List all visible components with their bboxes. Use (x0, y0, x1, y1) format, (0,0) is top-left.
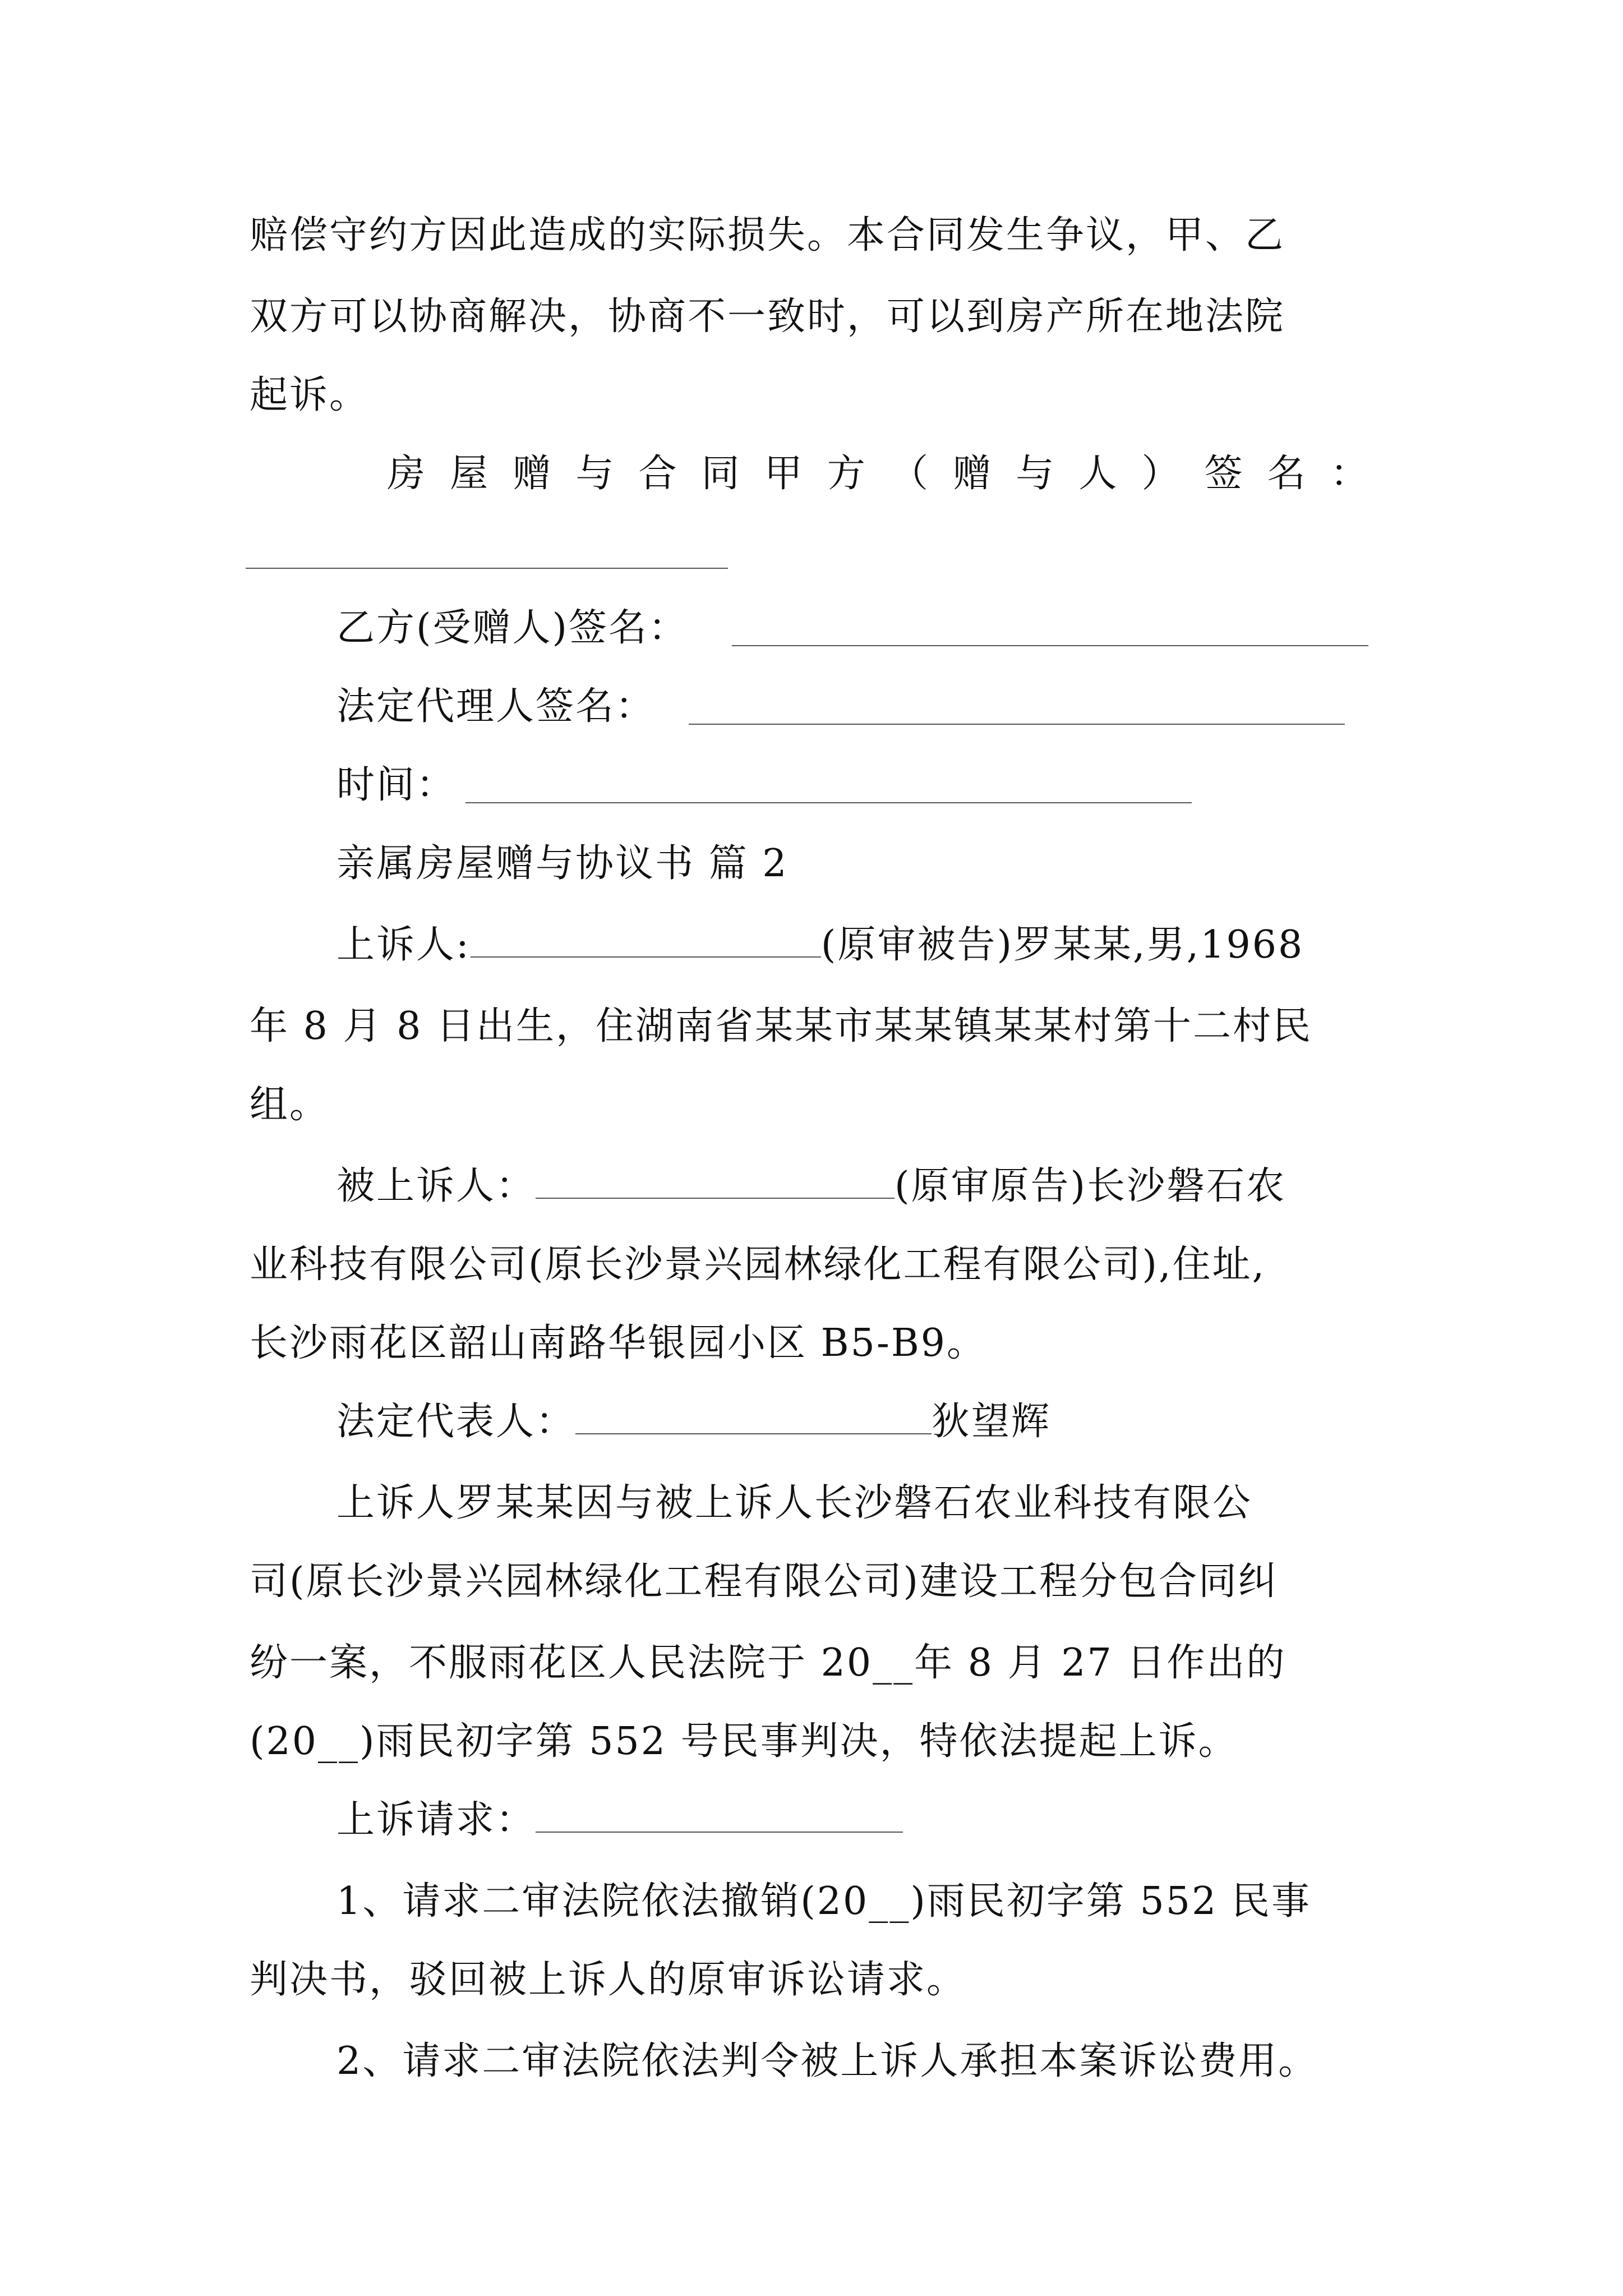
party-b-signature-blank[interactable] (732, 645, 1368, 646)
body-line: 上诉人罗某某因与被上诉人长沙磐石农业科技有限公 (336, 1481, 1253, 1525)
agent-signature-blank[interactable] (689, 724, 1345, 725)
signature-char: （ (890, 452, 929, 496)
appellee-line (336, 1161, 1286, 1212)
signature-char: 合 (638, 452, 677, 496)
paragraph-line: 赔偿守约方因此造成的实际损失。本合同发生争议，甲、乙 (250, 213, 1285, 257)
signature-char: 房 (387, 452, 426, 496)
legal-rep-blank[interactable] (575, 1401, 932, 1434)
signature-char: 名 (1267, 452, 1306, 496)
signature-char: 人 (1078, 452, 1117, 496)
body-line: 纷一案，不服雨花区人民法院于 20__年 8 月 27 日作出的 (250, 1641, 1287, 1685)
appellee-line: 长沙雨花区韶山南路华银园小区 B5-B9。 (250, 1321, 987, 1365)
signature-char: 甲 (764, 452, 803, 496)
time-blank[interactable] (465, 802, 1192, 803)
request-item: 2、请求二审法院依法判令被上诉人承担本案诉讼费用。 (336, 2039, 1318, 2083)
signature-char: 同 (701, 452, 740, 496)
signature-char: 赠 (513, 452, 551, 496)
legal-rep-line (336, 1397, 1051, 1447)
party-a-signature-label (387, 449, 1368, 499)
signature-char: 与 (575, 452, 614, 496)
request-item: 判决书，驳回被上诉人的原审诉讼请求。 (250, 1958, 967, 2002)
appellee-label: 被上诉人： (336, 1164, 536, 1208)
legal-rep-name: 狄望辉 (932, 1400, 1052, 1444)
signature-char: 屋 (450, 452, 488, 496)
legal-rep-label: 法定代表人： (336, 1400, 576, 1444)
signature-char: ） (1141, 452, 1180, 496)
body-line: 司(原长沙景兴园林绿化工程有限公司)建设工程分包合同纠 (250, 1559, 1279, 1604)
paragraph-line: 双方可以协商解决，协商不一致时，可以到房产所在地法院 (250, 295, 1285, 339)
appeal-request-blank[interactable] (536, 1799, 903, 1833)
signature-char: 赠 (953, 452, 992, 496)
body-line: (20__)雨民初字第 552 号民事判决，特依法提起上诉。 (250, 1719, 1238, 1764)
appellant-info: (原审被告)罗某某,男,1968 (820, 923, 1304, 967)
appellee-blank[interactable] (536, 1165, 895, 1199)
signature-char: 与 (1016, 452, 1054, 496)
signature-char: 签 (1204, 452, 1243, 496)
section-title: 亲属房屋赠与协议书 篇 2 (336, 841, 789, 886)
party-a-signature-blank[interactable] (246, 568, 728, 569)
appellant-line: 年 8 月 8 日出生，住湖南省某某市某某镇某某村第十二村民 (250, 1004, 1312, 1048)
request-item: 1、请求二审法院依法撤销(20__)雨民初字第 552 民事 (336, 1879, 1311, 1924)
agent-signature-label: 法定代理人签名： (336, 684, 656, 729)
appellant-blank[interactable] (471, 924, 821, 958)
appellee-info: (原审原告)长沙磐石农 (895, 1164, 1287, 1208)
appellee-line: 业科技有限公司(原长沙景兴园林绿化工程有限公司),住址, (250, 1243, 1266, 1287)
party-b-signature-label: 乙方(受赠人)签名： (336, 606, 689, 650)
appeal-request-line (336, 1795, 903, 1846)
appellant-line (336, 920, 1304, 970)
appellant-label: 上诉人: (336, 923, 471, 967)
paragraph-line: 起诉。 (250, 373, 370, 417)
signature-char: 方 (827, 452, 865, 496)
appeal-request-label: 上诉请求： (336, 1798, 536, 1842)
time-label: 时间： (336, 763, 457, 807)
appellant-line: 组。 (250, 1083, 330, 1127)
signature-char: ： (1330, 452, 1368, 496)
